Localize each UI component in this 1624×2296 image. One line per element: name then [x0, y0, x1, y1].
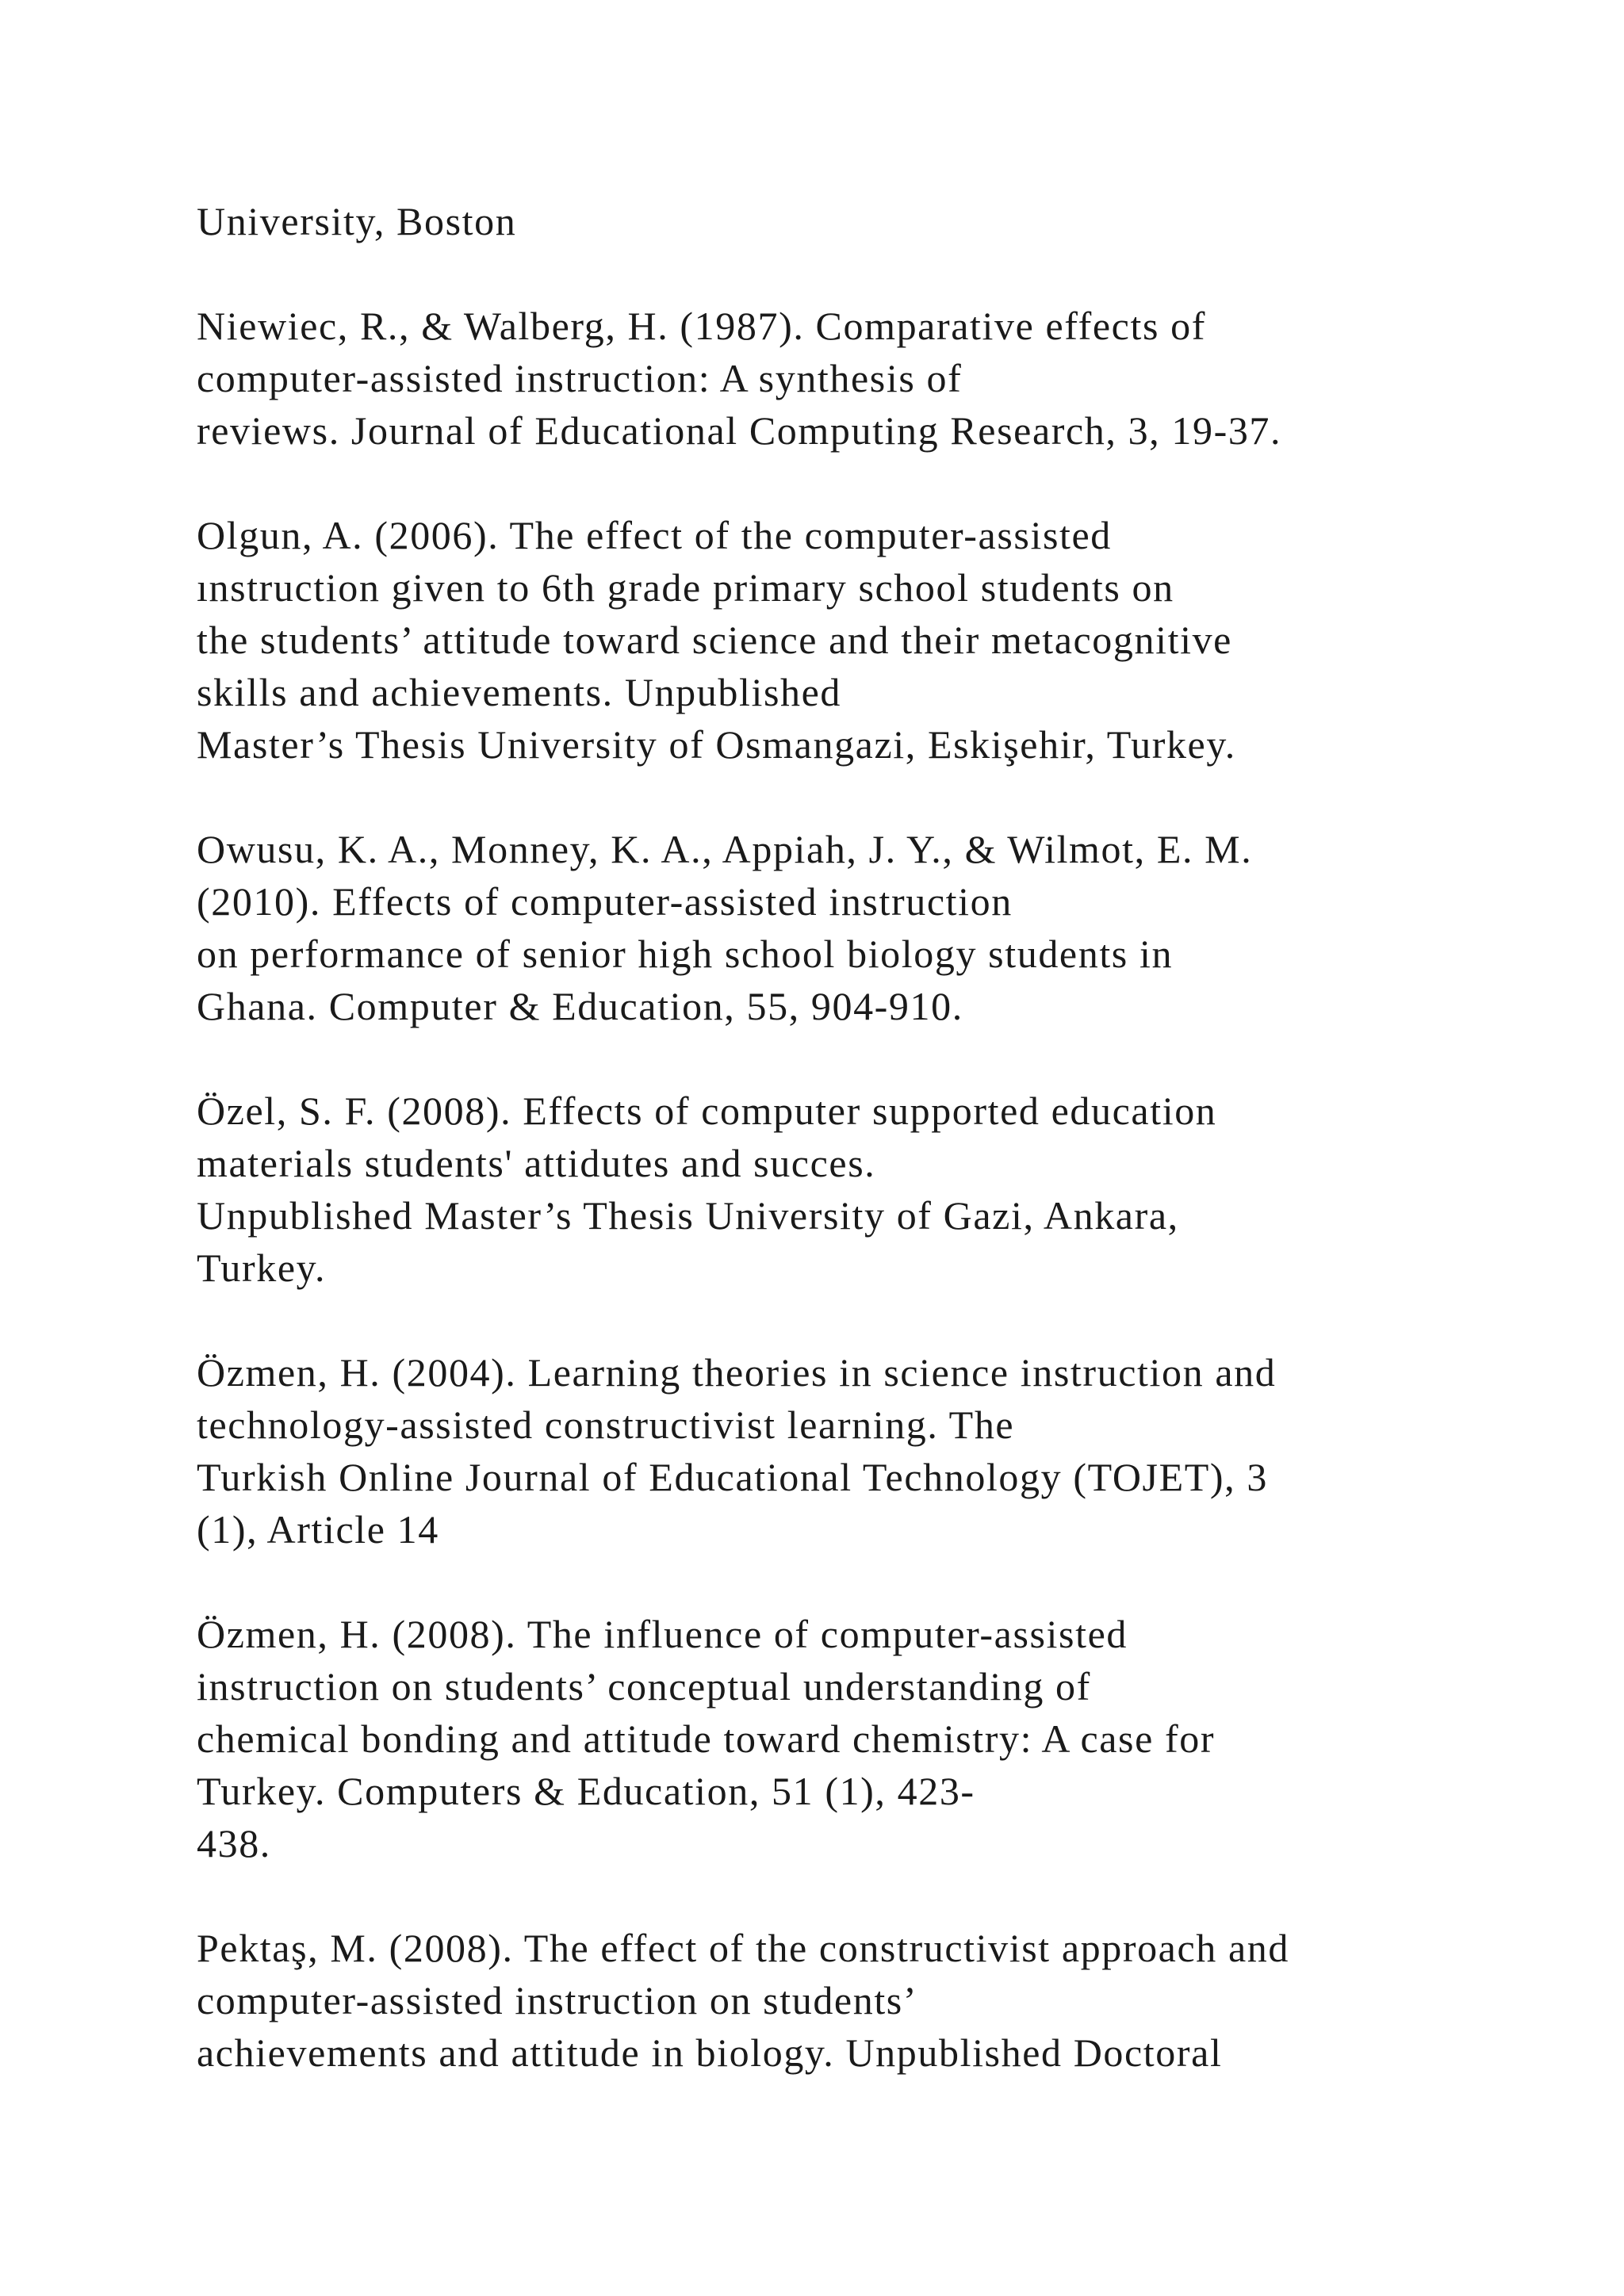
reference-line: (2010). Effects of computer-assisted instruction: [197, 879, 1013, 924]
reference-entry: [197, 1346, 1592, 1556]
reference-line: computer-assisted instruction: A synthesis of: [197, 356, 963, 400]
reference-line: University, Boston: [197, 199, 517, 243]
reference-entry: [197, 300, 1592, 457]
reference-line: reviews. Journal of Educational Computing Research, 3, 19-37.: [197, 408, 1282, 453]
reference-line: Owusu, K. A., Monney, K. A., Appiah, J. Y., & Wilmot, E. M.: [197, 827, 1253, 871]
reference-line: computer-assisted instruction on students’: [197, 1978, 918, 2022]
reference-list: [197, 195, 1592, 2131]
reference-line: Turkey.: [197, 1246, 327, 1290]
reference-line: Master’s Thesis University of Osmangazi, Eskişehir, Turkey.: [197, 722, 1236, 767]
reference-line: Turkish Online Journal of Educational Technology (TOJET), 3: [197, 1455, 1268, 1499]
reference-entry: [197, 1922, 1592, 2079]
reference-line: Özmen, H. (2008). The influence of computer-assisted: [197, 1612, 1128, 1656]
reference-line: Niewiec, R., & Walberg, H. (1987). Comparative effects of: [197, 304, 1206, 348]
reference-line: Olgun, A. (2006). The effect of the computer-assisted: [197, 513, 1112, 557]
reference-line: 438.: [197, 1821, 271, 1866]
reference-entry: [197, 195, 1592, 247]
reference-line: Pektaş, M. (2008). The effect of the constructivist approach and: [197, 1926, 1289, 1970]
reference-line: Ghana. Computer & Education, 55, 904-910.: [197, 984, 963, 1028]
reference-line: (1), Article 14: [197, 1507, 439, 1552]
reference-line: technology-assisted constructivist learning. The: [197, 1402, 1015, 1447]
reference-line: the students’ attitude toward science and their metacognitive: [197, 618, 1232, 662]
reference-line: Unpublished Master’s Thesis University of Gazi, Ankara,: [197, 1193, 1179, 1238]
reference-line: achievements and attitude in biology. Unpublished Doctoral: [197, 2030, 1223, 2075]
reference-line: Özel, S. F. (2008). Effects of computer supported education: [197, 1089, 1217, 1133]
reference-line: chemical bonding and attitude toward chemistry: A case for: [197, 1716, 1216, 1761]
reference-entry: [197, 509, 1592, 771]
reference-entry: [197, 823, 1592, 1032]
reference-entry: [197, 1085, 1592, 1294]
reference-entry: [197, 1608, 1592, 1869]
reference-line: instruction on students’ conceptual understanding of: [197, 1664, 1091, 1709]
reference-line: ınstruction given to 6th grade primary school students on: [197, 565, 1174, 610]
reference-line: Özmen, H. (2004). Learning theories in science instruction and: [197, 1350, 1277, 1395]
reference-line: skills and achievements. Unpublished: [197, 670, 842, 714]
reference-line: Turkey. Computers & Education, 51 (1), 423-: [197, 1769, 975, 1813]
reference-line: materials students' attidutes and succes.: [197, 1141, 876, 1185]
reference-line: on performance of senior high school biology students in: [197, 932, 1174, 976]
